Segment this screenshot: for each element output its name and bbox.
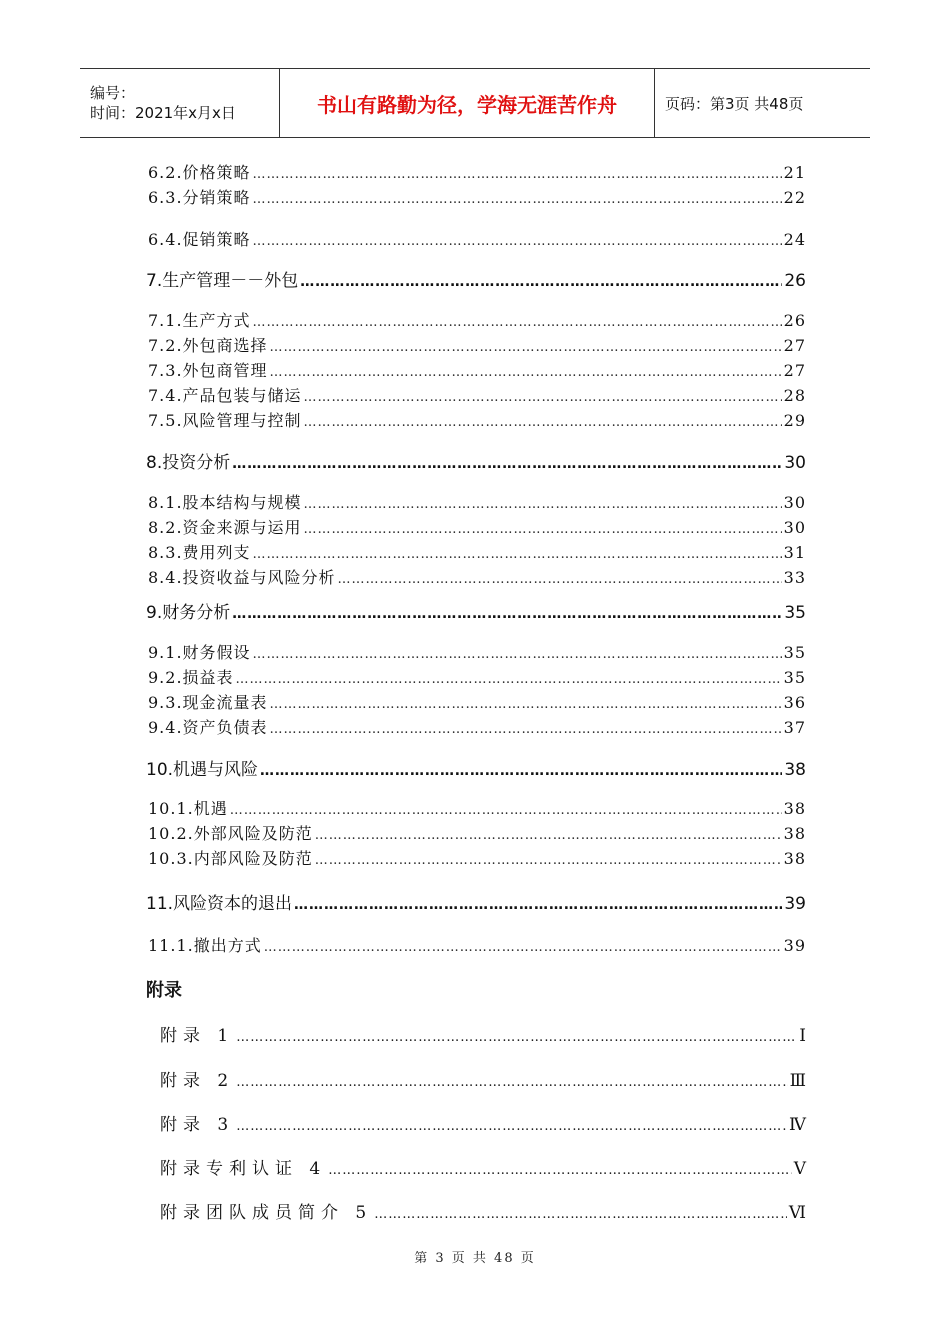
toc-page: 33 — [783, 568, 806, 587]
toc-leader — [304, 390, 782, 405]
toc-entry[interactable] — [148, 540, 806, 563]
toc-leader — [230, 803, 782, 818]
toc-label: 7.2.外包商选择 — [148, 336, 268, 355]
toc-leader — [253, 315, 782, 330]
toc-entry[interactable] — [148, 715, 806, 738]
page-header — [80, 68, 870, 138]
toc-chapter[interactable] — [146, 448, 806, 473]
page-footer: 第 3 页 共 48 页 — [414, 1251, 536, 1266]
toc-entry[interactable] — [148, 821, 806, 844]
toc-page: 35 — [783, 668, 806, 687]
toc-entry[interactable] — [148, 185, 806, 208]
toc-leader — [253, 647, 782, 662]
toc-page: 37 — [783, 718, 806, 737]
toc-label: 附录 2 — [160, 1071, 235, 1091]
toc-page: 29 — [783, 411, 806, 430]
header-meta — [80, 69, 280, 137]
toc-page: 38 — [783, 824, 806, 843]
toc-chapter[interactable] — [146, 598, 806, 623]
toc-label: 7.生产管理－－外包 — [146, 271, 299, 291]
toc-leader — [264, 940, 782, 955]
toc-leader — [294, 897, 782, 913]
toc-label: 7.3.外包商管理 — [148, 361, 268, 380]
toc-label: 9.3.现金流量表 — [148, 693, 268, 712]
toc-leader — [270, 697, 782, 712]
toc-page: 26 — [783, 311, 806, 330]
toc-label: 附录 3 — [160, 1115, 235, 1135]
toc-label: 9.财务分析 — [146, 603, 231, 623]
toc-page: 39 — [783, 936, 806, 955]
toc-leader — [304, 522, 782, 537]
toc-leader — [253, 167, 782, 182]
toc-leader — [338, 572, 782, 587]
toc-label: 7.4.产品包装与储运 — [148, 386, 302, 405]
toc-leader — [270, 365, 782, 380]
toc-leader — [236, 1075, 787, 1090]
toc-leader — [270, 340, 782, 355]
toc-leader — [236, 1119, 787, 1134]
toc-page: 36 — [783, 693, 806, 712]
toc-page: 39 — [784, 894, 806, 914]
toc-chapter[interactable] — [146, 266, 806, 291]
toc-label: 10.机遇与风险 — [146, 760, 259, 780]
toc-page: 31 — [783, 543, 806, 562]
toc-chapter[interactable] — [146, 755, 806, 780]
toc-entry[interactable] — [148, 640, 806, 663]
toc-leader — [232, 606, 782, 622]
appendix-entry[interactable] — [160, 1110, 806, 1135]
toc-page: Ⅳ — [789, 1115, 806, 1135]
toc-label: 10.1.机遇 — [148, 799, 228, 818]
toc-label: 6.4.促销策略 — [148, 230, 251, 249]
toc-label: 7.5.风险管理与控制 — [148, 411, 302, 430]
toc-leader — [253, 192, 782, 207]
toc-label: 附录专利认证 4 — [160, 1159, 327, 1179]
toc-label: 8.4.投资收益与风险分析 — [148, 568, 336, 587]
toc-page: 38 — [783, 799, 806, 818]
toc-label: 6.3.分销策略 — [148, 188, 251, 207]
toc-leader — [236, 1030, 797, 1045]
toc-leader — [304, 497, 782, 512]
toc-entry[interactable] — [148, 565, 806, 588]
toc-label: 8.2.资金来源与运用 — [148, 518, 302, 537]
toc-page: 30 — [784, 453, 806, 473]
toc-page: 38 — [783, 849, 806, 868]
toc-page: 28 — [783, 386, 806, 405]
toc-label: 附录 1 — [160, 1026, 235, 1046]
toc-leader — [260, 763, 782, 779]
toc-entry[interactable] — [148, 690, 806, 713]
appendix-entry[interactable] — [160, 1198, 806, 1223]
header-motto — [280, 69, 655, 137]
toc-entry[interactable] — [148, 160, 806, 183]
toc-entry[interactable] — [148, 333, 806, 356]
toc-leader — [304, 415, 782, 430]
toc-entry[interactable] — [148, 796, 806, 819]
toc-page: 35 — [783, 643, 806, 662]
toc-page: 27 — [783, 336, 806, 355]
toc-page: Ⅵ — [788, 1203, 806, 1223]
toc-leader — [236, 672, 782, 687]
toc-page: Ⅰ — [799, 1026, 806, 1046]
toc-entry[interactable] — [148, 358, 806, 381]
toc-entry[interactable] — [148, 308, 806, 331]
toc-label: 9.4.资产负债表 — [148, 718, 268, 737]
number-label: 编号： — [90, 84, 136, 102]
toc-chapter[interactable] — [146, 889, 806, 914]
toc-page: 38 — [784, 760, 806, 780]
toc-leader — [315, 853, 782, 868]
toc-label: 7.1.生产方式 — [148, 311, 251, 330]
toc-leader — [253, 234, 782, 249]
toc-entry[interactable] — [148, 515, 806, 538]
toc-entry[interactable] — [148, 383, 806, 406]
toc-leader — [270, 722, 782, 737]
toc-label: 8.投资分析 — [146, 453, 231, 473]
toc-entry[interactable] — [148, 408, 806, 431]
toc-page: 21 — [783, 163, 806, 182]
motto-text: 书山有路勤为径，学海无涯苦作舟 — [317, 92, 617, 117]
page-info-text: 页码：第3页 共48页 — [665, 94, 804, 113]
toc-page: 26 — [784, 271, 806, 291]
toc-leader — [232, 456, 782, 472]
toc-leader — [328, 1163, 791, 1178]
toc-page: 24 — [783, 230, 806, 249]
toc-label: 9.2.损益表 — [148, 668, 234, 687]
toc-page: Ⅴ — [793, 1159, 806, 1179]
toc-label: 9.1.财务假设 — [148, 643, 251, 662]
toc-page: Ⅲ — [789, 1071, 806, 1091]
toc-entry[interactable] — [148, 665, 806, 688]
time-label: 时间：2021年x月x日 — [90, 104, 236, 122]
toc-label: 11.风险资本的退出 — [146, 894, 293, 914]
appendix-entry[interactable] — [160, 1154, 806, 1179]
toc-page: 27 — [783, 361, 806, 380]
toc-page: 35 — [784, 603, 806, 623]
toc-leader — [253, 547, 782, 562]
toc-leader — [300, 274, 782, 290]
toc-leader — [374, 1207, 787, 1222]
toc-entry[interactable] — [148, 490, 806, 513]
toc-leader — [315, 828, 782, 843]
toc-label: 10.2.外部风险及防范 — [148, 824, 313, 843]
toc-page: 30 — [783, 518, 806, 537]
toc-label: 附录团队成员简介 5 — [160, 1203, 373, 1223]
appendix-heading: 附录 — [146, 980, 182, 1001]
toc-label: 10.3.内部风险及防范 — [148, 849, 313, 868]
header-page-info — [655, 69, 870, 137]
toc-label: 6.2.价格策略 — [148, 163, 251, 182]
toc-entry[interactable] — [148, 933, 806, 956]
appendix-entry[interactable] — [160, 1021, 806, 1046]
toc-entry[interactable] — [148, 227, 806, 250]
toc-page: 22 — [783, 188, 806, 207]
toc-page: 30 — [783, 493, 806, 512]
toc-label: 11.1.撤出方式 — [148, 936, 262, 955]
toc-entry[interactable] — [148, 846, 806, 869]
toc-label: 8.3.费用列支 — [148, 543, 251, 562]
toc-label: 8.1.股本结构与规模 — [148, 493, 302, 512]
appendix-entry[interactable] — [160, 1066, 806, 1091]
